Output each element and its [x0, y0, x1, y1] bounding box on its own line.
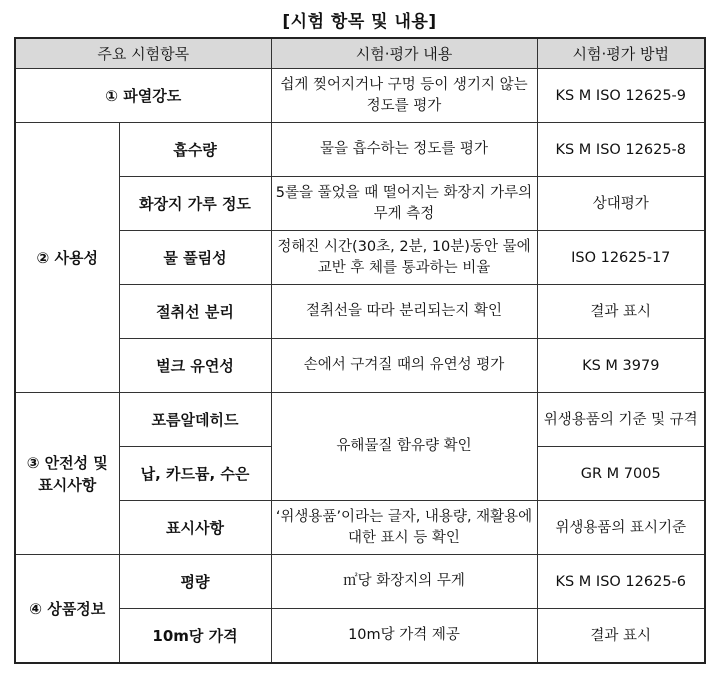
table-row — [15, 69, 705, 123]
header-main-item: 주요 시험항목 — [15, 38, 271, 69]
table-title: [시험 항목 및 내용] — [282, 12, 437, 32]
method-cell: KS M ISO 12625-9 — [537, 69, 705, 123]
method-cell: 결과 표시 — [537, 285, 705, 339]
content-cell: 쉽게 찢어지거나 구멍 등이 생기지 않는 정도를 평가 — [271, 69, 537, 123]
subitem-labeling: 표시사항 — [119, 501, 271, 555]
header-method: 시험·평가 방법 — [537, 38, 705, 69]
header-row — [15, 38, 705, 69]
subitem-heavy-metals: 납, 카드뮴, 수은 — [119, 447, 271, 501]
content-cell: 10m당 가격 제공 — [271, 609, 537, 664]
test-items-table — [14, 37, 706, 664]
header-content: 시험·평가 내용 — [271, 38, 537, 69]
table-row — [15, 339, 705, 393]
table-row — [15, 231, 705, 285]
subitem-formaldehyde: 포름알데히드 — [119, 393, 271, 447]
method-cell: 위생용품의 표시기준 — [537, 501, 705, 555]
subitem-absorption: 흡수량 — [119, 123, 271, 177]
content-cell: 손에서 구겨질 때의 유연성 평가 — [271, 339, 537, 393]
method-cell: 상대평가 — [537, 177, 705, 231]
table-row — [15, 285, 705, 339]
method-cell: KS M 3979 — [537, 339, 705, 393]
table-row — [15, 123, 705, 177]
subitem-basis-weight: 평량 — [119, 555, 271, 609]
subitem-lint: 화장지 가루 정도 — [119, 177, 271, 231]
category-usability: ② 사용성 — [15, 123, 119, 393]
table-row — [15, 393, 705, 447]
method-cell: 위생용품의 기준 및 규격 — [537, 393, 705, 447]
table-row — [15, 609, 705, 664]
subitem-bulk-softness: 벌크 유연성 — [119, 339, 271, 393]
method-cell: ISO 12625-17 — [537, 231, 705, 285]
method-cell: GR M 7005 — [537, 447, 705, 501]
table-row — [15, 177, 705, 231]
item-burst-strength: ① 파열강도 — [15, 69, 271, 123]
subitem-perforation: 절취선 분리 — [119, 285, 271, 339]
table-row — [15, 501, 705, 555]
method-cell: KS M ISO 12625-6 — [537, 555, 705, 609]
table-row — [15, 555, 705, 609]
content-cell: 5롤을 풀었을 때 떨어지는 화장지 가루의 무게 측정 — [271, 177, 537, 231]
category-product-info: ④ 상품정보 — [15, 555, 119, 664]
subitem-water-disintegration: 물 풀림성 — [119, 231, 271, 285]
method-cell: 결과 표시 — [537, 609, 705, 664]
content-cell: 절취선을 따라 분리되는지 확인 — [271, 285, 537, 339]
content-cell: ‘위생용품’이라는 글자, 내용량, 재활용에 대한 표시 등 확인 — [271, 501, 537, 555]
category-safety-labeling: ③ 안전성 및 표시사항 — [15, 393, 119, 555]
content-cell: ㎡당 화장지의 무게 — [271, 555, 537, 609]
content-cell: 유해물질 함유량 확인 — [271, 393, 537, 501]
content-cell: 정해진 시간(30초, 2분, 10분)동안 물에 교반 후 체를 통과하는 비율 — [271, 231, 537, 285]
content-cell: 물을 흡수하는 정도를 평가 — [271, 123, 537, 177]
subitem-price-per-10m: 10m당 가격 — [119, 609, 271, 664]
method-cell: KS M ISO 12625-8 — [537, 123, 705, 177]
